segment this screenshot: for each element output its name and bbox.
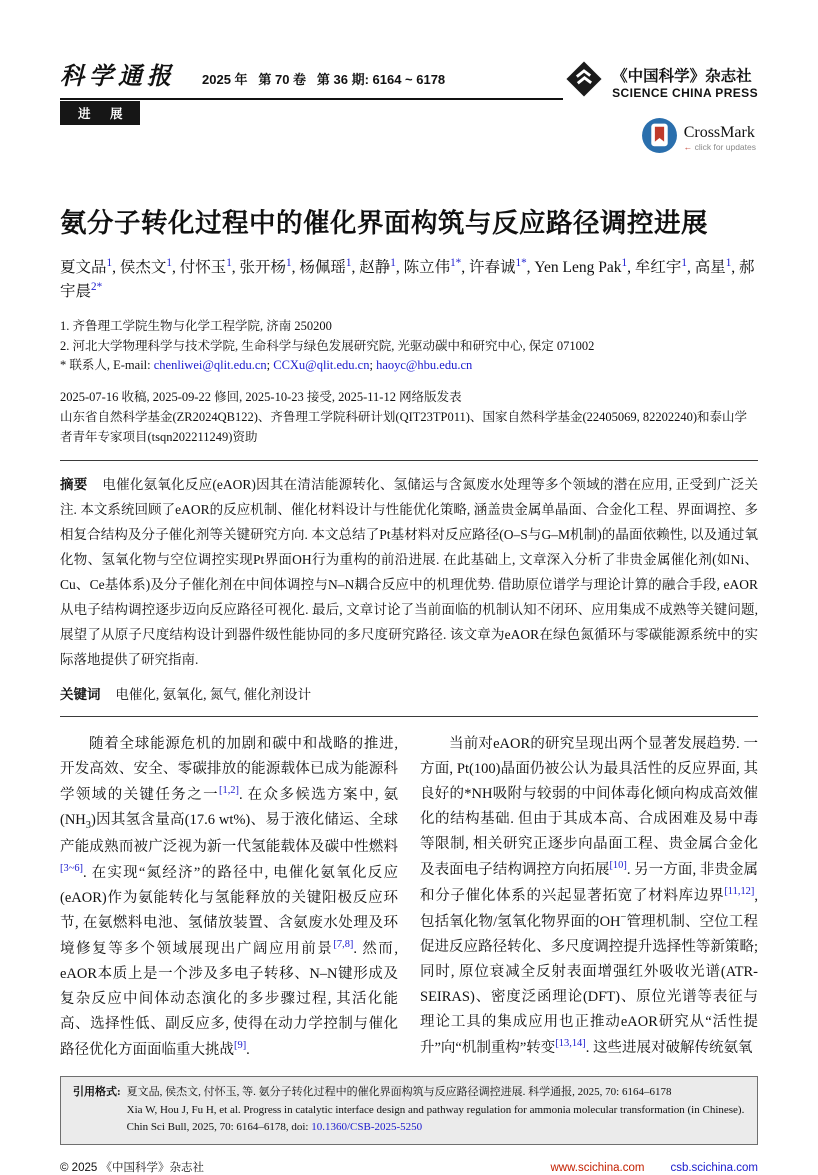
reference-link[interactable]: 1 xyxy=(681,257,687,269)
affiliations xyxy=(60,317,758,376)
citation-chinese: 夏文品, 侯杰文, 付怀玉, 等. 氨分子转化过程中的催化界面构筑与反应路径调控进展. 科学通报, 2025, 70: 6164–6178 xyxy=(126,1086,672,1098)
crossmark-icon xyxy=(641,117,678,159)
abstract xyxy=(60,473,758,673)
crossmark-arrow-icon: ← xyxy=(683,142,693,152)
body-columns xyxy=(60,732,758,1063)
funding-note: 山东省自然科学基金(ZR2024QB122)、齐鲁理工学院科研计划(QIT23TP011)、国家自然科学基金(22405069, 82202240)和泰山学者青年专家项目(tsqn202211249)资助 xyxy=(60,410,748,445)
reference-link[interactable]: 1 xyxy=(166,257,172,269)
abstract-text: 电催化氨氧化反应(eAOR)因其在清洁能源转化、氢储运与含氮废水处理等多个领域的潜在应用, 正受到广泛关注. 本文系统回顾了eAOR的反应机制、催化材料设计与性能优化策略, 涵盖贵金属单晶面、合金化工程、界面调控、多相复合结构及分子催化剂等关键研究方向. 本文总结了Pt基材料对反应路径(O–S与G–M机制)的晶面依赖性, 以及通过氧化物、氢氧化物与空位调控实现Pt界面OH行为重构的前沿进展. 在此基础上, 文章深入分析了非贵金属催化剂(如Ni、Cu、Ce基体系)及分子催化剂在中间体调控与N–N耦合反应中的机理优势. 借助原位谱学与理论计算的融合手段, eAOR从电子结构调控逐步迈向反应路径可视化. 最后, 文章讨论了当前面临的机制认知不闭环、应用集成不成熟等关键问题, 展望了从原子尺度结构设计到器件级性能协同的多尺度研究路径. 该文章为eAOR在绿色氮循环与零碳能源系统中的实际落地提供了研究指南. xyxy=(60,477,758,667)
page-header xyxy=(60,56,758,159)
reference-link[interactable]: 1 xyxy=(345,257,352,269)
reference-link[interactable]: [3~6] xyxy=(60,862,84,874)
publisher-name-en: SCIENCE CHINA PRESS xyxy=(612,85,758,100)
keywords-text: 电催化, 氨氧化, 氮气, 催化剂设计 xyxy=(115,686,312,702)
article-type-badge: 进 展 xyxy=(60,101,140,125)
paragraph-trends: 当前对eAOR的研究呈现出两个显著发展趋势. 一方面, Pt(100)晶面仍被公认为最具活性的反应界面, 其良好的*NH吸附与较弱的中间体毒化倾向构成高效催化的结构基础. 但由于其成本高、合成困难及易中毒等限制, 相关研究正逐步向晶面工程、贵金属合金化及表面电子结构调控方向拓展[10]. 另一方面, 非贵金属和分子催化体系的兴起显著拓宽了材料库边界[11,12], 包括氧化物/氢氧化物界面的OH−管理机制、空位工程促进反应路径转化、多尺度调控提升选择性等新策略; 同时, 原位衰减全反射表面增强红外吸收光谱(ATR-SEIRAS)、密度泛函理论(DFT)、原位光谱等表征与理论工具的集成应用也正推动eAOR研究从“活性提升”向“机制重构”转变[13,14]. 这些进展对破解传统氨氧 xyxy=(420,735,759,1057)
reference-link[interactable]: [13,14] xyxy=(555,1038,586,1050)
crossmark-subtitle: ← click for updates xyxy=(683,142,756,152)
reference-link[interactable]: [11,12] xyxy=(724,886,755,898)
citation-box xyxy=(60,1076,758,1145)
header-right xyxy=(563,58,758,159)
crossmark-text xyxy=(684,124,756,152)
journal-logo: 科学通报 xyxy=(60,61,176,90)
abstract-top-rule xyxy=(60,460,758,461)
abstract-label: 摘要 xyxy=(60,477,88,493)
hyperlink[interactable]: chenliwei@qlit.edu.cn xyxy=(153,358,267,373)
crossmark-title: CrossMark xyxy=(683,124,755,141)
reference-link[interactable]: 1 xyxy=(621,257,628,269)
history-dates: 2025-07-16 收稿, 2025-09-22 修回, 2025-10-23 接受, 2025-11-12 网络版发表 xyxy=(60,390,462,405)
footer-links xyxy=(550,1162,758,1174)
hyperlink[interactable]: haoyc@hbu.edu.cn xyxy=(376,358,473,373)
header-left xyxy=(60,56,563,125)
reference-link[interactable]: [10] xyxy=(609,860,627,872)
reference-link[interactable]: 2* xyxy=(91,281,103,294)
scichina-url-link[interactable]: www.scichina.com xyxy=(550,1161,645,1174)
csb-scichina-url-link[interactable]: csb.scichina.com xyxy=(670,1161,758,1174)
reference-link[interactable]: 1 xyxy=(226,257,232,269)
reference-link[interactable]: 1* xyxy=(515,257,527,269)
reference-link[interactable]: 1* xyxy=(450,257,462,269)
article-meta xyxy=(60,387,758,447)
reference-link[interactable]: [9] xyxy=(234,1040,247,1052)
hyperlink[interactable]: 10.1360/CSB-2025-5250 xyxy=(311,1121,423,1134)
keywords xyxy=(60,683,758,703)
reference-link[interactable]: 1 xyxy=(106,257,113,269)
keywords-label: 关键词 xyxy=(60,686,101,702)
keywords-bottom-rule xyxy=(60,716,758,717)
citation-label: 引用格式: xyxy=(73,1086,121,1098)
header-rule xyxy=(60,98,563,100)
publisher-block xyxy=(563,58,758,105)
crossmark-badge[interactable] xyxy=(641,117,756,159)
publisher-name-cn: 《中国科学》杂志社 xyxy=(612,67,752,85)
affiliation-1: 1. 齐鲁理工学院生物与化学工程学院, 济南 250200 xyxy=(60,318,332,333)
issue-info: 2025 年 第 70 卷 第 36 期: 6164 ~ 6178 xyxy=(202,72,446,87)
article-title: 氨分子转化过程中的催化界面构筑与反应路径调控进展 xyxy=(60,208,708,238)
citation-english: Xia W, Hou J, Fu H, et al. Progress in catalytic interface design and pathway regulation for ammonia molecular transformation (in Chinese). Chin Sci Bull, 2025, 70: 6164–6178, doi: 10.1360/CSB-2025-5250 xyxy=(126,1103,745,1134)
paragraph-intro: 随着全球能源危机的加剧和碳中和战略的推进, 开发高效、安全、零碳排放的能源载体已成为能源科学领域的关键任务之一[1,2]. 在众多候选方案中, 氨$(NH_3)$因其氢含量高(17.6 wt%)、易于液化储运、全球产能成熟而被广泛视为新一代氢能载体及碳中性燃料[3~6]. 在实现“氮经济”的路径中, 电催化氨氧化反应(eAOR)作为氨能转化与氢能释放的关键阳极反应环节, 在氨燃料电池、氢储放装置、含氨废水处理及环境修复等多个领域展现出广阔应用前景[7,8]. 然而, eAOR本质上是一个涉及多电子转移、N–N键形成及复杂反应中间体动态演化的多步骤过程, 其活化能高、选择性低、副反应多, 使得在动力学控制与催化路径优化方面面临重大挑战[9]. xyxy=(60,735,399,1058)
science-china-press-logo-icon xyxy=(563,58,605,105)
hyperlink[interactable]: CCXu@qlit.edu.cn xyxy=(273,358,370,373)
author-list: 夏文品$^1$, 侯杰文$^1$, 付怀玉$^1$, 张开杨$^1$, 杨佩瑶$^1$, 赵静$^1$, 陈立伟$^{1*}$, 许春诚$^{1*}$, Yen Leng Pak$^1$, 牟红宇$^1$, 高星$^1$, 郝宇晨$^{2*}$ xyxy=(60,257,755,301)
reference-link[interactable]: [1,2] xyxy=(219,784,239,796)
reference-link[interactable]: 1 xyxy=(390,257,396,269)
body-column-right xyxy=(420,732,758,1063)
affiliation-2: 2. 河北大学物理科学与技术学院, 生命科学与绿色发展研究院, 光驱动碳中和研究中心, 保定 071002 xyxy=(60,338,595,353)
copyright-notice: © 2025 《中国科学》杂志社 xyxy=(60,1161,204,1174)
corresponding-contact: * 联系人, E-mail: chenliwei@qlit.edu.cn; CCXu@qlit.edu.cn; haoyc@hbu.edu.cn xyxy=(60,358,473,373)
body-column-left xyxy=(60,732,398,1063)
reference-link[interactable]: 1 xyxy=(725,257,732,269)
publisher-names xyxy=(612,64,758,100)
reference-link[interactable]: [7,8] xyxy=(333,938,354,950)
reference-link[interactable]: 1 xyxy=(286,257,292,269)
journal-masthead xyxy=(60,56,563,91)
citation-body xyxy=(127,1084,747,1137)
page-footer xyxy=(60,1159,758,1175)
